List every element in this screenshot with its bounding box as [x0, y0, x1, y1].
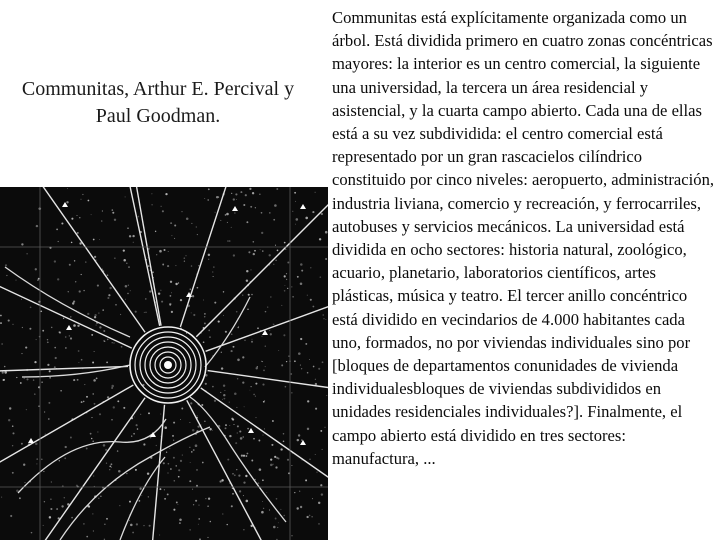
plan-center-tower: [164, 361, 172, 369]
body-paragraph: Communitas está explícitamente organizada como un árbol. Está dividida primero en cuatro zonas concéntricas mayores: la interior es un centro comercial, la siguiente una universidad, la tercera un área residencial y asistencial, y la cuarta campo abierto. Cada una de ellas está a su vez subdividida: el centro comercial está representado por un gran rascacielos cilíndrico constituido por cinco niveles: aeropuerto, administración, industria liviana, comercio y recreación, y ferrocarriles, autobuses y servicios mecánicos. La universidad está dividida en ocho sectores: historia natural, zoológico, acuario, planetario, laboratorios científicos, artes plásticas, música y teatro. El tercer anillo concéntrico está dividido en vecindarios de 4.000 habitantes cada uno, formados, no por viviendas individuales sino por [bloques de departamentos conunidades de vivienda individualesbloques de viviendas subdivididos en unidades residenciales individuales?]. Finalmente, el campo abierto está dividido en tres sectores: manufactura, ...: [332, 8, 715, 468]
communitas-city-plan-image: [0, 187, 328, 540]
city-plan-drawing: [0, 187, 328, 540]
image-caption: Communitas, Arthur E. Percival y Paul Goodman.: [21, 78, 295, 127]
